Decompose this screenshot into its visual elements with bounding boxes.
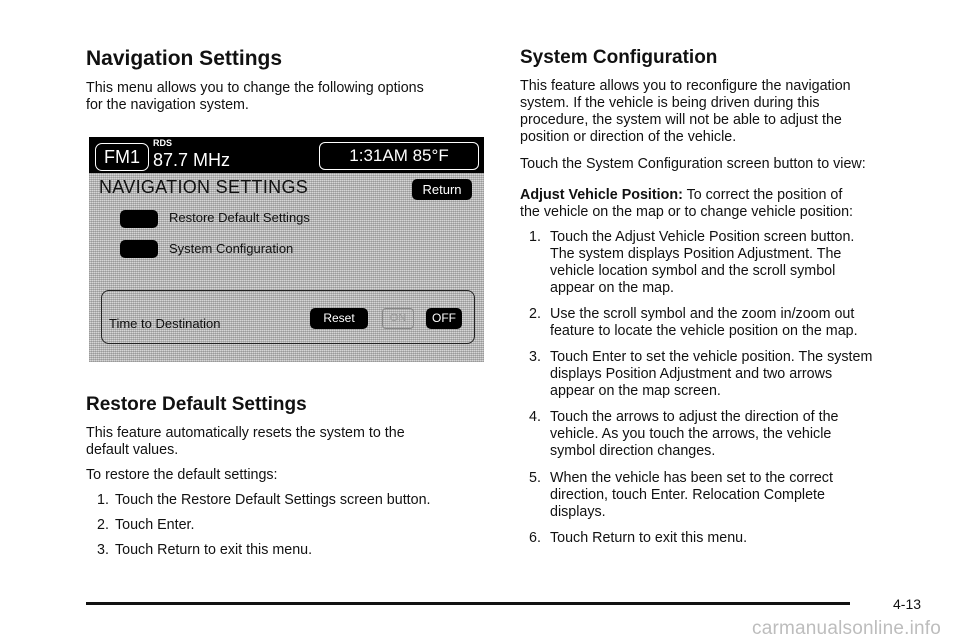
- on-button[interactable]: ON: [382, 308, 414, 329]
- time-to-destination-panel: [101, 290, 475, 344]
- step-line: vehicle. As you touch the arrows, the vehicle: [550, 426, 832, 442]
- step-line: The system displays Position Adjustment. The: [550, 246, 842, 262]
- restore-default-settings-heading: Restore Default Settings: [86, 394, 307, 415]
- frequency-display: 87.7 MHz: [153, 150, 231, 170]
- adjust-label: Adjust Vehicle Position:: [520, 187, 683, 203]
- reset-button[interactable]: Reset: [310, 308, 368, 329]
- band-button[interactable]: FM1: [95, 143, 149, 171]
- adjust-line-1: [520, 187, 842, 204]
- intro-line-1: This menu allows you to change the following options: [86, 80, 424, 96]
- intro-line-2: for the navigation system.: [86, 97, 249, 113]
- step-line: feature to locate the vehicle position on the map.: [550, 323, 858, 339]
- restore-text-line-2: default values.: [86, 442, 179, 458]
- screen-status-bar: [89, 137, 484, 173]
- step-number: 3.: [97, 542, 109, 558]
- step-number: 2.: [97, 517, 109, 533]
- system-configuration-heading: System Configuration: [520, 47, 718, 68]
- adjust-text-1: To correct the position of: [686, 187, 843, 203]
- step-line: Touch the Adjust Vehicle Position screen button.: [550, 229, 855, 245]
- adjust-line-2: the vehicle on the map or to change vehicle position:: [520, 204, 854, 220]
- off-button[interactable]: OFF: [426, 308, 462, 329]
- restore-default-settings-button[interactable]: [120, 210, 158, 228]
- step-line: Use the scroll symbol and the zoom in/zoom out: [550, 306, 855, 322]
- sys-intro-line-2: system. If the vehicle is being driven during this: [520, 95, 820, 111]
- watermark: carmanualsonline.info: [752, 618, 942, 639]
- rds-indicator: RDS: [153, 138, 173, 148]
- sys-intro-line-1: This feature allows you to reconfigure the navigation: [520, 78, 851, 94]
- system-configuration-button[interactable]: [120, 240, 158, 258]
- navigation-settings-heading: Navigation Settings: [86, 47, 283, 70]
- step-line: direction, touch Enter. Relocation Complete: [550, 487, 825, 503]
- step-line: appear on the map.: [550, 280, 674, 296]
- sys-intro-line-4: position or direction of the vehicle.: [520, 129, 737, 145]
- time-to-destination-label: Time to Destination: [109, 316, 221, 331]
- step-line: appear on the map screen.: [550, 383, 721, 399]
- return-button[interactable]: Return: [412, 179, 472, 200]
- footer-rule: [86, 602, 850, 605]
- step-number: 1.: [529, 229, 541, 245]
- restore-lead: To restore the default settings:: [86, 467, 278, 483]
- step-number: 3.: [529, 349, 541, 365]
- step-number: 4.: [529, 409, 541, 425]
- navigation-settings-screen: [89, 137, 484, 362]
- step-text: Touch Return to exit this menu.: [115, 542, 313, 558]
- step-line: Touch the arrows to adjust the direction of the: [550, 409, 839, 425]
- step-text: Touch Enter.: [115, 517, 195, 533]
- touch-line: Touch the System Configuration screen button to view:: [520, 156, 866, 172]
- sys-intro-line-3: procedure, the system will not be able to adjust the: [520, 112, 842, 128]
- restore-text-line-1: This feature automatically resets the system to the: [86, 425, 405, 441]
- system-configuration-label: System Configuration: [169, 241, 294, 256]
- step-line: vehicle location symbol and the scroll symbol: [550, 263, 836, 279]
- clock-temperature-display: 1:31AM 85°F: [319, 142, 479, 170]
- step-number: 6.: [529, 530, 541, 546]
- step-line: displays Position Adjustment and two arrows: [550, 366, 833, 382]
- restore-default-settings-label: Restore Default Settings: [169, 210, 310, 225]
- step-text: Touch the Restore Default Settings screen button.: [115, 492, 431, 508]
- step-number: 1.: [97, 492, 109, 508]
- step-line: When the vehicle has been set to the correct: [550, 470, 833, 486]
- step-line: symbol direction changes.: [550, 443, 716, 459]
- page-number: 4-13: [893, 596, 922, 612]
- step-line: Touch Return to exit this menu.: [550, 530, 748, 546]
- step-line: Touch Enter to set the vehicle position. The system: [550, 349, 873, 365]
- step-number: 5.: [529, 470, 541, 486]
- step-line: displays.: [550, 504, 606, 520]
- step-number: 2.: [529, 306, 541, 322]
- screen-title: NAVIGATION SETTINGS: [99, 177, 309, 197]
